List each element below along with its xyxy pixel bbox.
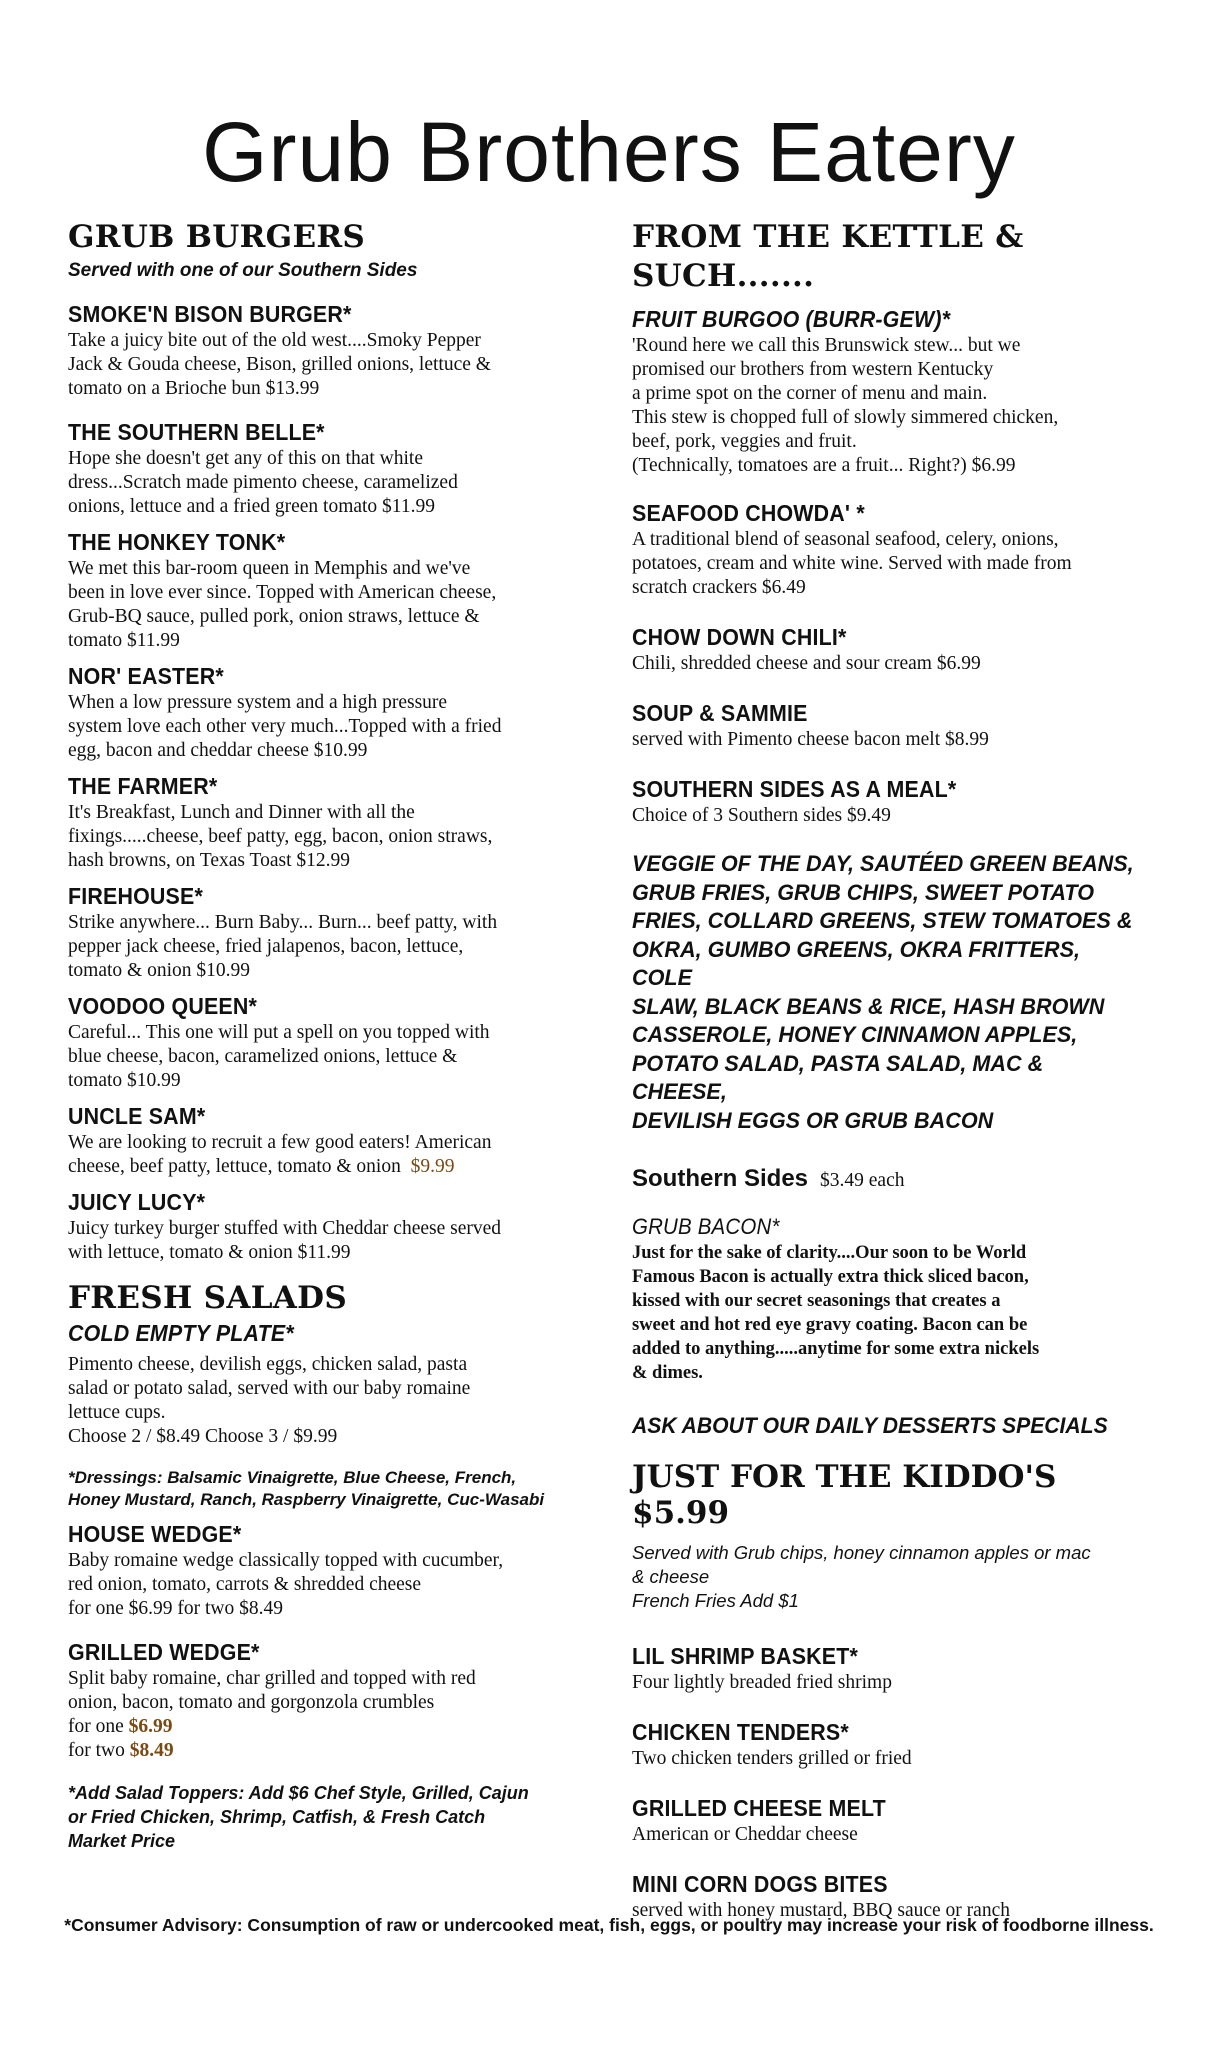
menu-item: [632, 1643, 1162, 1695]
item-name: THE HONKEY TONK*: [68, 529, 286, 555]
item-name: FRUIT BURGOO (BURR-GEW)*: [632, 306, 951, 332]
item-name: JUICY LUCY*: [68, 1189, 206, 1215]
item-description: We met this bar-room queen in Memphis and we've been in love ever since. Topped with American cheese, Grub-BQ sauce, pulled pork, onion straws, lettuce & tomato $11.99: [68, 558, 497, 651]
southern-sides-price: $3.49 each: [820, 1170, 905, 1191]
item-name: CHICKEN TENDERS*: [632, 1719, 849, 1745]
item-description: Baby romaine wedge classically topped with cucumber, red onion, tomato, carrots & shredded cheese for one $6.99 for two $8.49: [68, 1550, 504, 1619]
menu-item: [68, 773, 596, 873]
item-name: GRILLED WEDGE*: [68, 1639, 260, 1665]
item-description: Pimento cheese, devilish eggs, chicken salad, pasta salad or potato salad, served with our baby romaine lettuce cups. Choose 2 / $8.49 Choose 3 / $9.99: [68, 1354, 471, 1447]
item-name: VOODOO QUEEN*: [68, 993, 258, 1019]
menu-item: [632, 700, 1162, 752]
southern-sides-price-row: [632, 1165, 1162, 1193]
item-name: CHOW DOWN CHILI*: [632, 624, 847, 650]
dressings-note: *Dressings: Balsamic Vinaigrette, Blue Cheese, French, Honey Mustard, Ranch, Raspberry Vinaigrette, Cuc-Wasabi: [68, 1468, 545, 1509]
item-description: Chili, shredded cheese and sour cream $6.99: [632, 653, 981, 674]
item-name: NOR' EASTER*: [68, 663, 224, 689]
southern-sides-list: VEGGIE OF THE DAY, SAUTÉED GREEN BEANS, GRUB FRIES, GRUB CHIPS, SWEET POTATO FRIES, COLLARD GREENS, STEW TOMATOES & OKRA, GUMBO GREENS, OKRA FRITTERS, COLE SLAW, BLACK BEANS & RICE, HASH BROWN CASSEROLE, HONEY CINNAMON APPLES, POTATO SALAD, PASTA SALAD, MAC & CHEESE, DEVILISH EGGS OR GRUB BACON: [632, 851, 1134, 1133]
kids-served-note: Served with Grub chips, honey cinnamon apples or mac & cheese French Fries Add $1: [632, 1542, 1091, 1611]
menu-item: [68, 1189, 596, 1265]
desserts-specials-note: ASK ABOUT OUR DAILY DESSERTS SPECIALS: [632, 1413, 1108, 1438]
consumer-advisory: *Consumer Advisory: Consumption of raw or undercooked meat, fish, eggs, or poultry may increase your risk of foodborne illness.: [64, 1915, 1154, 1935]
toppers-note: *Add Salad Toppers: Add $6 Chef Style, Grilled, Cajun or Fried Chicken, Shrimp, Catfish, & Fresh Catch Market Price: [68, 1783, 529, 1851]
item-name: SOUP & SAMMIE: [632, 700, 808, 726]
item-name: COLD EMPTY PLATE*: [68, 1320, 294, 1346]
menu-item: [68, 529, 596, 653]
menu-item: [632, 500, 1162, 600]
burgers-section-title: GRUB BURGERS: [68, 219, 366, 255]
item-description: Split baby romaine, char grilled and topped with red onion, bacon, tomato and gorgonzola crumbles for one $6.99 for two $8.49: [68, 1668, 476, 1761]
menu-item: [632, 1719, 1162, 1771]
menu-item: [68, 993, 596, 1093]
menu-item: [68, 1320, 596, 1449]
item-description: American or Cheddar cheese: [632, 1824, 858, 1845]
item-name: HOUSE WEDGE*: [68, 1521, 242, 1547]
item-description: We are looking to recruit a few good eaters! American cheese, beef patty, lettuce, tomato & onion $9.99: [68, 1132, 492, 1177]
item-description: Hope she doesn't get any of this on that white dress...Scratch made pimento cheese, caramelized onions, lettuce and a fried green tomato $11.99: [68, 448, 458, 517]
item-description: Careful... This one will put a spell on you topped with blue cheese, bacon, caramelized onions, lettuce & tomato $10.99: [68, 1022, 490, 1091]
item-description: Four lightly breaded fried shrimp: [632, 1672, 892, 1693]
item-description: Just for the sake of clarity....Our soon to be World Famous Bacon is actually extra thick sliced bacon, kissed with our secret seasonings that creates a sweet and hot red eye gravy coating. Bacon can be added to anything.....anytime for some extra nickels & dimes.: [632, 1243, 1040, 1383]
menu-item: [632, 1795, 1162, 1847]
menu-item: [68, 1639, 596, 1763]
item-name: LIL SHRIMP BASKET*: [632, 1643, 858, 1669]
menu-item: [68, 1103, 596, 1179]
menu-item: [68, 663, 596, 763]
left-column: [68, 218, 596, 1853]
item-name: UNCLE SAM*: [68, 1103, 206, 1129]
item-name: THE SOUTHERN BELLE*: [68, 419, 325, 445]
item-description: served with Pimento cheese bacon melt $8.99: [632, 729, 989, 750]
southern-sides-label: Southern Sides: [632, 1165, 809, 1192]
salads-section-title: FRESH SALADS: [68, 1280, 348, 1316]
menu-item: [68, 301, 596, 401]
kettle-section-title: FROM THE KETTLE & SUCH.......: [632, 219, 1024, 294]
item-name: GRILLED CHEESE MELT: [632, 1795, 886, 1821]
menu-item: [632, 624, 1162, 676]
item-description: It's Breakfast, Lunch and Dinner with all the fixings.....cheese, beef patty, egg, bacon, onion straws, hash browns, on Texas Toast $12.99: [68, 802, 493, 871]
item-description: Strike anywhere... Burn Baby... Burn... beef patty, with pepper jack cheese, fried jalapenos, bacon, lettuce, tomato & onion $10.99: [68, 912, 498, 981]
item-description: Juicy turkey burger stuffed with Cheddar cheese served with lettuce, tomato & onion $11.99: [68, 1218, 502, 1263]
item-name: THE FARMER*: [68, 773, 218, 799]
menu-item: [632, 776, 1162, 828]
item-description: Take a juicy bite out of the old west....Smoky Pepper Jack & Gouda cheese, Bison, grilled onions, lettuce & tomato on a Brioche bun $13.99: [68, 330, 491, 399]
item-name: FIREHOUSE*: [68, 883, 203, 909]
menu-item: [632, 1213, 1162, 1385]
kids-section-title: JUST FOR THE KIDDO'S $5.99: [632, 1459, 1057, 1531]
menu-item: [632, 306, 1162, 478]
item-description: served with honey mustard, BBQ sauce or ranch: [632, 1900, 1010, 1921]
item-name: SEAFOOD CHOWDA' *: [632, 500, 865, 526]
item-name: MINI CORN DOGS BITES: [632, 1871, 888, 1897]
page-title: Grub Brothers Eatery: [202, 105, 1016, 199]
highlighted-price: $9.99: [410, 1156, 455, 1177]
menu-item: [68, 1521, 596, 1621]
menu-item: [68, 883, 596, 983]
item-name: SOUTHERN SIDES AS A MEAL*: [632, 776, 957, 802]
item-description: Two chicken tenders grilled or fried: [632, 1748, 912, 1769]
item-name: GRUB BACON*: [632, 1214, 780, 1239]
burgers-subtitle: Served with one of our Southern Sides: [68, 260, 418, 281]
item-description: 'Round here we call this Brunswick stew... but we promised our brothers from western Kentucky a prime spot on the corner of menu and main. This stew is chopped full of slowly simmered chicken, beef, pork, veggies and fruit. (Technically, tomatoes are a fruit... Right?) $6.99: [632, 335, 1059, 476]
right-column: [632, 218, 1162, 1923]
menu-item: [68, 419, 596, 519]
item-description: When a low pressure system and a high pressure system love each other very much...Topped with a fried egg, bacon and cheddar cheese $10.99: [68, 692, 502, 761]
item-name: SMOKE'N BISON BURGER*: [68, 301, 352, 327]
highlighted-price: $6.99: [128, 1716, 173, 1737]
item-description: A traditional blend of seasonal seafood, celery, onions, potatoes, cream and white wine. Served with made from scratch crackers $6.49: [632, 529, 1072, 598]
item-description: Choice of 3 Southern sides $9.49: [632, 805, 891, 826]
highlighted-price: $8.49: [129, 1740, 174, 1761]
